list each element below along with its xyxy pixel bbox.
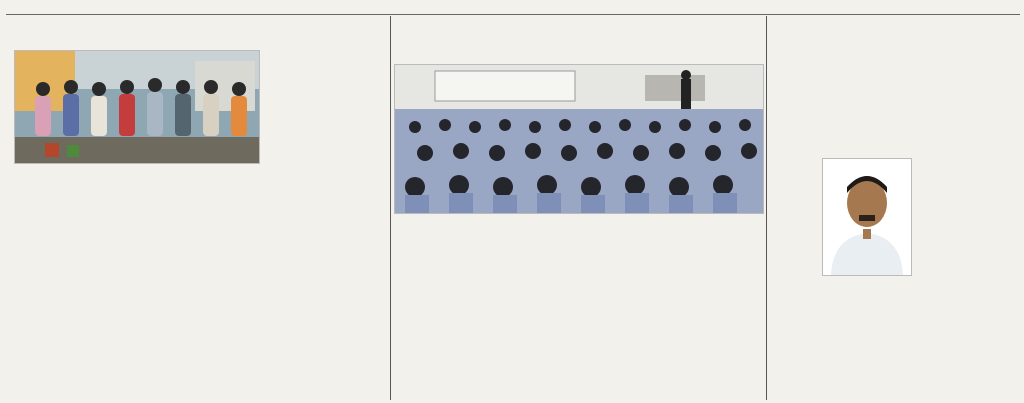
story1-caption xyxy=(140,164,258,178)
story1-col2 xyxy=(140,164,258,400)
story3-col2 xyxy=(900,68,1020,400)
story1-col3b xyxy=(266,326,388,400)
story1-photo xyxy=(14,50,260,164)
portrait-image xyxy=(823,159,911,275)
top-divider xyxy=(6,14,1020,15)
story3-portrait xyxy=(822,158,912,276)
story2-col2 xyxy=(519,216,638,400)
group-photo-image xyxy=(15,51,259,163)
story-divider-2 xyxy=(766,16,767,400)
story1-col3 xyxy=(266,48,388,324)
story2-col1 xyxy=(394,216,513,400)
story1-col1-text xyxy=(8,164,136,400)
students-hall-image xyxy=(395,65,763,213)
story1-col1-spacer xyxy=(262,164,264,165)
story2-body xyxy=(394,216,764,400)
story2-col3 xyxy=(645,216,764,400)
story2-photo xyxy=(394,64,764,214)
story-divider-1 xyxy=(390,16,391,400)
